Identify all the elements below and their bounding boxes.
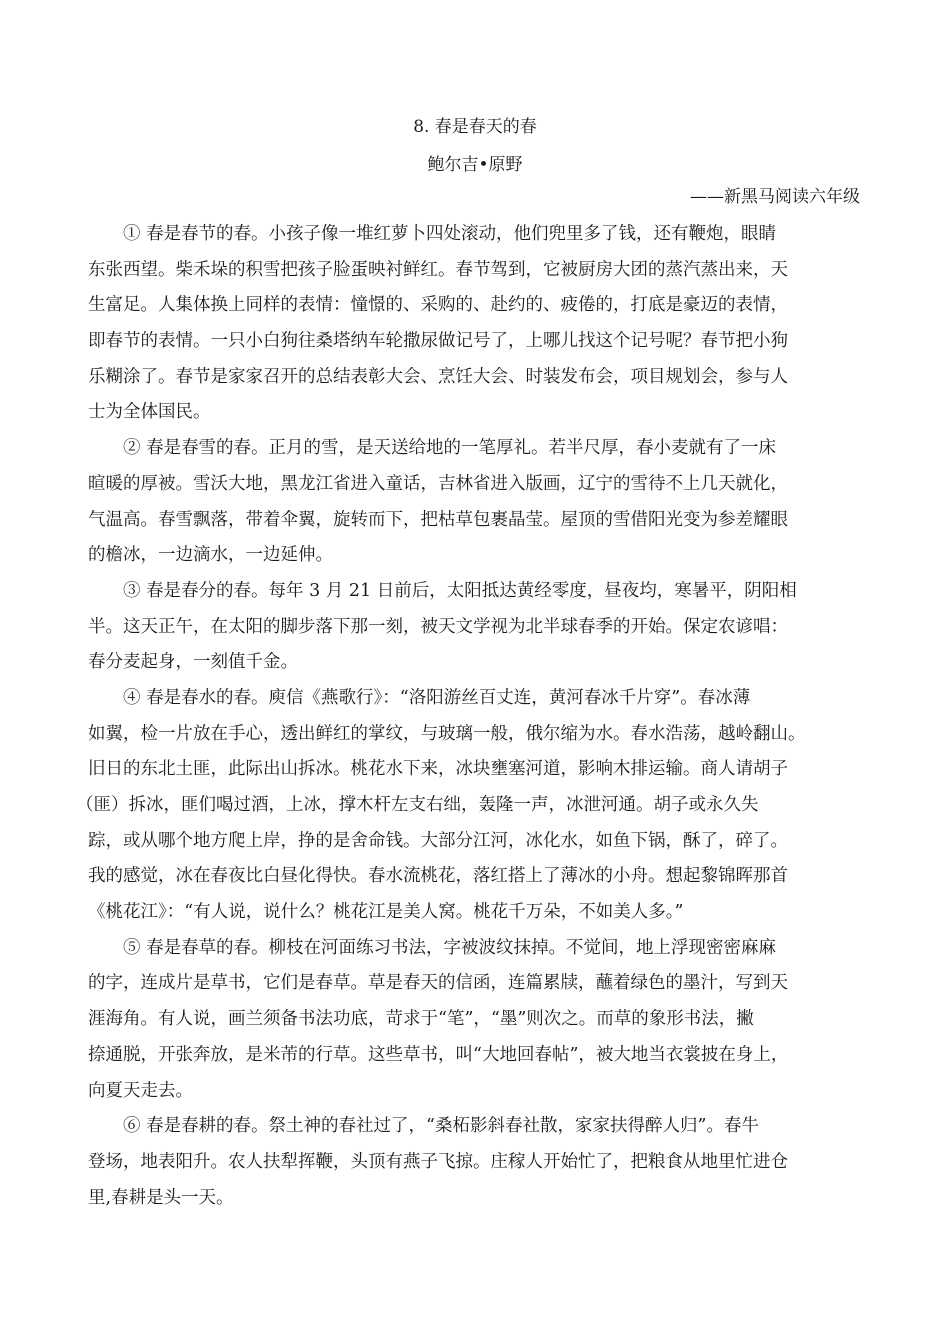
paragraph-5-line-3: 涯海角。有人说，画兰须备书法功底，苛求于“笔”，“墨”则次之。而草的象形书法，撇 [88, 1009, 754, 1030]
paragraph-1-line-2: 东张西望。柴禾垛的积雪把孩子脸蛋映衬鲜红。春节驾到，它被厨房大团的蒸汽蒸出来，天 [88, 259, 788, 280]
paragraph-6-line-2: 登场，地表阳升。农人扶犁挥鞭，头顶有燕子飞掠。庄稼人开始忙了，把粮食从地里忙进仓 [88, 1151, 788, 1172]
paragraph-2-line-2: 暄暖的厚被。雪沃大地，黑龙江省进入童话，吉林省进入版画，辽宁的雪待不上几天就化， [88, 473, 788, 494]
paragraph-2-line-3: 气温高。春雪飘落，带着伞翼，旋转而下，把枯草包裹晶莹。屋顶的雪借阳光变为参差耀眼 [88, 509, 788, 530]
paragraph-2-line-1: ② 春是春雪的春。正月的雪，是天送给地的一笔厚礼。若半尺厚，春小麦就有了一床 [123, 438, 777, 459]
paragraph-1-line-1: ① 春是春节的春。小孩子像一堆红萝卜四处滚动，他们兜里多了钱，还有鞭炮，眼睛 [123, 224, 777, 244]
paragraph-4-line-2: 如翼，检一片放在手心，透出鲜红的掌纹，与玻璃一般，俄尔缩为水。春水浩荡，越岭翻山。 [88, 723, 806, 744]
paragraph-3-line-2: 半。这天正午，在太阳的脚步落下那一刻，被天文学视为北半球春季的开始。保定农谚唱： [88, 616, 788, 637]
paragraph-3-line-1: ③ 春是春分的春。每年 3 月 21 日前后，太阳抵达黄经零度，昼夜均，寒暑平，阴阳相 [123, 580, 797, 601]
paragraph-6-line-1: ⑥ 春是春耕的春。祭土神的春社过了，“桑柘影斜春社散，家家扶得醉人归”。春牛 [123, 1116, 759, 1137]
article-title: 8. 春是春天的春 [413, 117, 537, 137]
article-body [76, 222, 868, 1221]
paragraph-2-line-4: 的檐冰，一边滴水，一边延伸。 [88, 545, 333, 566]
paragraph-4-line-3: 旧日的东北土匪，此际出山拆冰。桃花水下来，冰块壅塞河道，影响木排运输。商人请胡子 [88, 759, 788, 780]
paragraph-5-line-5: 向夏天走去。 [88, 1080, 193, 1101]
paragraph-1-line-5: 乐糊涂了。春节是家家召开的总结表彰大会、烹饪大会、时装发布会，项目规划会，参与人 [88, 366, 788, 387]
paragraph-5-line-1: ⑤ 春是春草的春。柳枝在河面练习书法，字被波纹抹掉。不觉间，地上浮现密密麻麻 [123, 937, 777, 958]
paragraph-4-line-6: 我的感觉，冰在春夜比白昼化得快。春水流桃花，落红搭上了薄冰的小舟。想起黎锦晖那首 [88, 866, 788, 887]
paragraph-4-line-4: （匪）拆冰，匪们喝过酒，上冰，撑木杆左支右绌，轰隆一声，冰泄河通。胡子或永久失 [76, 795, 759, 815]
paragraph-5-line-2: 的字，连成片是草书，它们是春草。草是春天的信函，连篇累牍，蘸着绿色的墨汁，写到天 [88, 973, 788, 994]
article-source: ——新黑马阅读六年级 [690, 187, 860, 207]
paragraph-3-line-3: 春分麦起身，一刻值千金。 [88, 652, 298, 673]
paragraph-1-line-6: 士为全体国民。 [88, 402, 211, 423]
paragraph-4-line-7: 《桃花江》：“有人说，说什么？桃花江是美人窝。桃花千万朵，不如美人多。” [88, 902, 684, 923]
paragraph-4-line-1: ④ 春是春水的春。庾信《燕歌行》：“洛阳游丝百丈连，黄河春冰千片穿”。春冰薄 [123, 687, 751, 708]
article-author: 鲍尔吉•原野 [427, 155, 523, 175]
paragraph-4-line-5: 踪，或从哪个地方爬上岸，挣的是舍命钱。大部分江河，冰化水，如鱼下锅，酥了，碎了。 [88, 830, 788, 851]
paragraph-1-line-4: 即春节的表情。一只小白狗往桑塔纳车轮撒尿做记号了，上哪儿找这个记号呢？春节把小狗 [88, 331, 788, 352]
paragraph-1-line-3: 生富足。人集体换上同样的表情：憧憬的、采购的、赴约的、疲倦的，打底是豪迈的表情， [88, 295, 788, 316]
paragraph-6-line-3: 里,春耕是头一天。 [88, 1187, 234, 1208]
paragraph-5-line-4: 捺通脱，开张奔放，是米芾的行草。这些草书，叫“大地回春帖”，被大地当衣裳披在身上， [88, 1044, 789, 1065]
